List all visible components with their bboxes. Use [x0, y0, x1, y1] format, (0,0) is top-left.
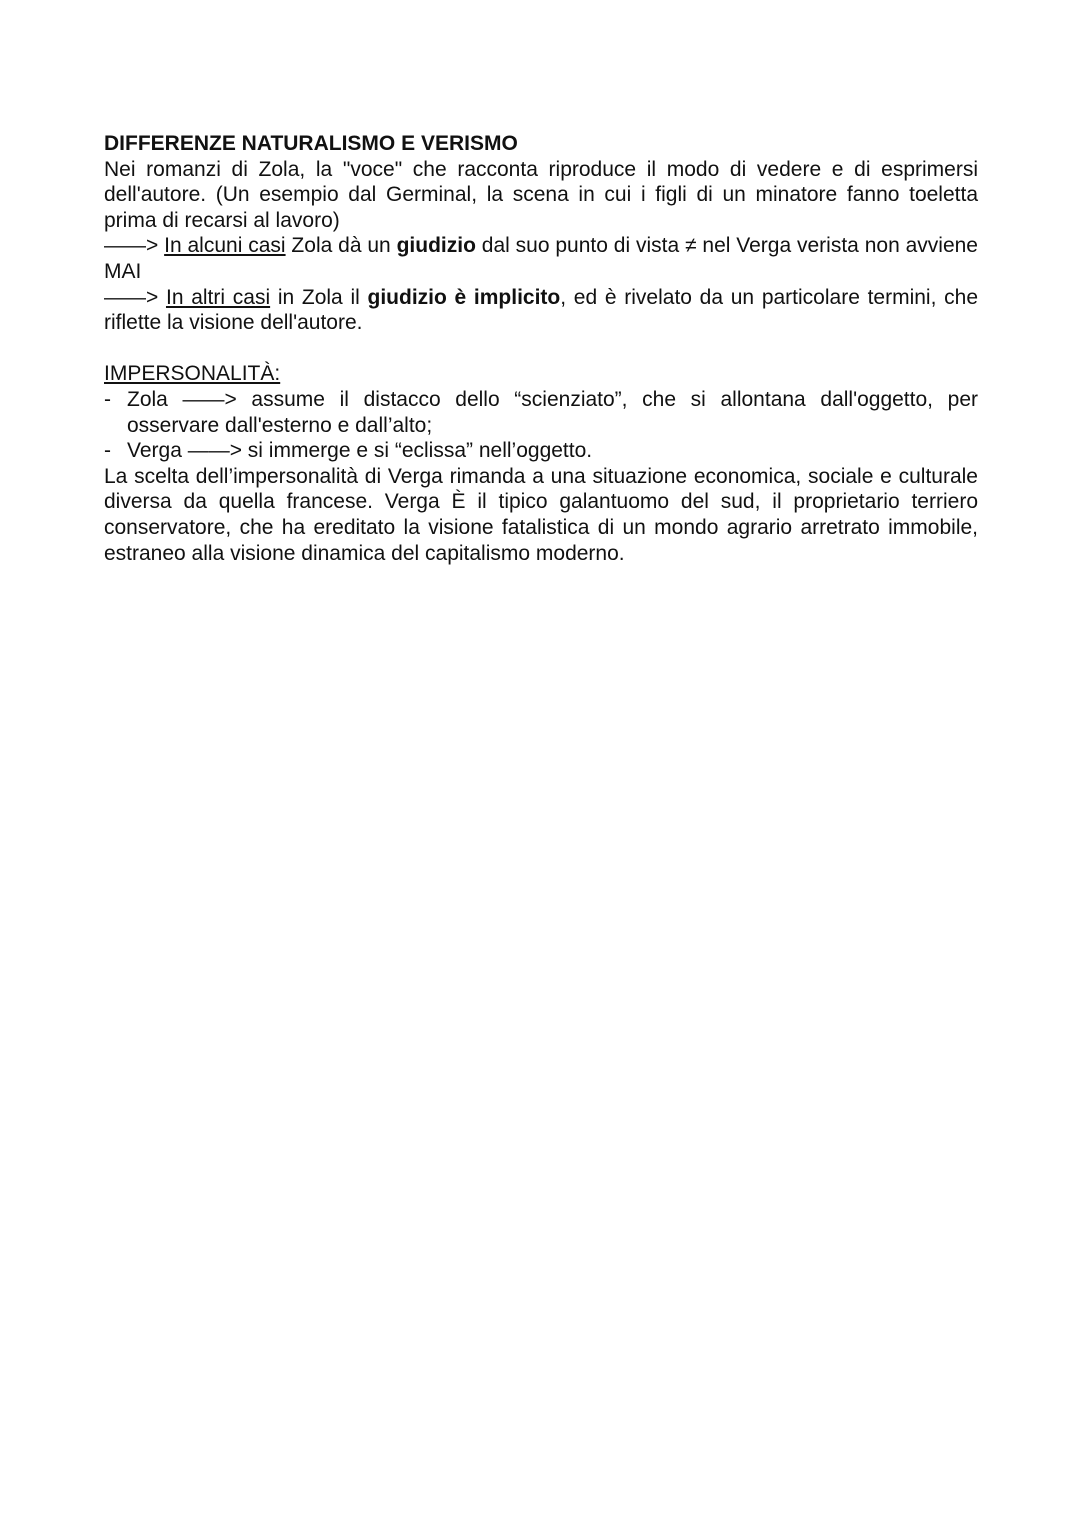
- point-two-paragraph: [104, 285, 978, 336]
- conclusion-paragraph: La scelta dell’impersonalità di Verga rimanda a una situazione economica, sociale e culturale diversa da quella francese. Verga È il tipico galantuomo del sud, il proprietario terriero conservatore, che ha ereditato la visione fatalistica di un mondo agrario arretrato immobile, estraneo alla visione dinamica del capitalismo moderno.: [104, 464, 978, 565]
- text-segment: in Zola il: [270, 285, 368, 309]
- document-title: DIFFERENZE NATURALISMO E VERISMO: [104, 132, 518, 155]
- text-segment: , ed è rivelato da un particolare termini, che riflette la visione dell'autore.: [104, 285, 978, 335]
- list-item-text: Verga ——> si immerge e si “eclissa” nell’oggetto.: [127, 439, 593, 463]
- point-one-paragraph: [104, 233, 978, 284]
- arrow-symbol: ——>: [104, 285, 166, 309]
- list-item: [104, 438, 978, 464]
- list-item-text: Zola ——> assume il distacco dello “scienziato”, che si allontana dall'oggetto, per osservare dall'esterno e dall’alto;: [127, 387, 978, 437]
- arrow-symbol: ——>: [104, 234, 165, 258]
- bullet-dash: -: [104, 439, 111, 463]
- bullet-list: [104, 387, 978, 464]
- bold-term: giudizio è implicito: [367, 285, 561, 309]
- section-heading: IMPERSONALITÀ:: [104, 362, 281, 386]
- bold-term: giudizio: [396, 234, 476, 258]
- intro-paragraph: Nei romanzi di Zola, la "voce" che racconta riproduce il modo di vedere e di esprimersi dell'autore. (Un esempio dal Germinal, la scena in cui i figli di un minatore fanno toeletta prima di recarsi al lavoro): [104, 157, 978, 232]
- document-page: [104, 131, 978, 566]
- bullet-dash: -: [104, 387, 111, 411]
- text-segment: Zola dà un: [285, 234, 397, 258]
- underlined-phrase: In alcuni casi: [164, 234, 286, 258]
- underlined-phrase: In altri casi: [165, 285, 271, 309]
- text-segment: dal suo punto di vista ≠ nel Verga verista non avviene MAI: [104, 234, 978, 283]
- list-item: [104, 387, 978, 438]
- paragraph-spacer: [104, 336, 978, 362]
